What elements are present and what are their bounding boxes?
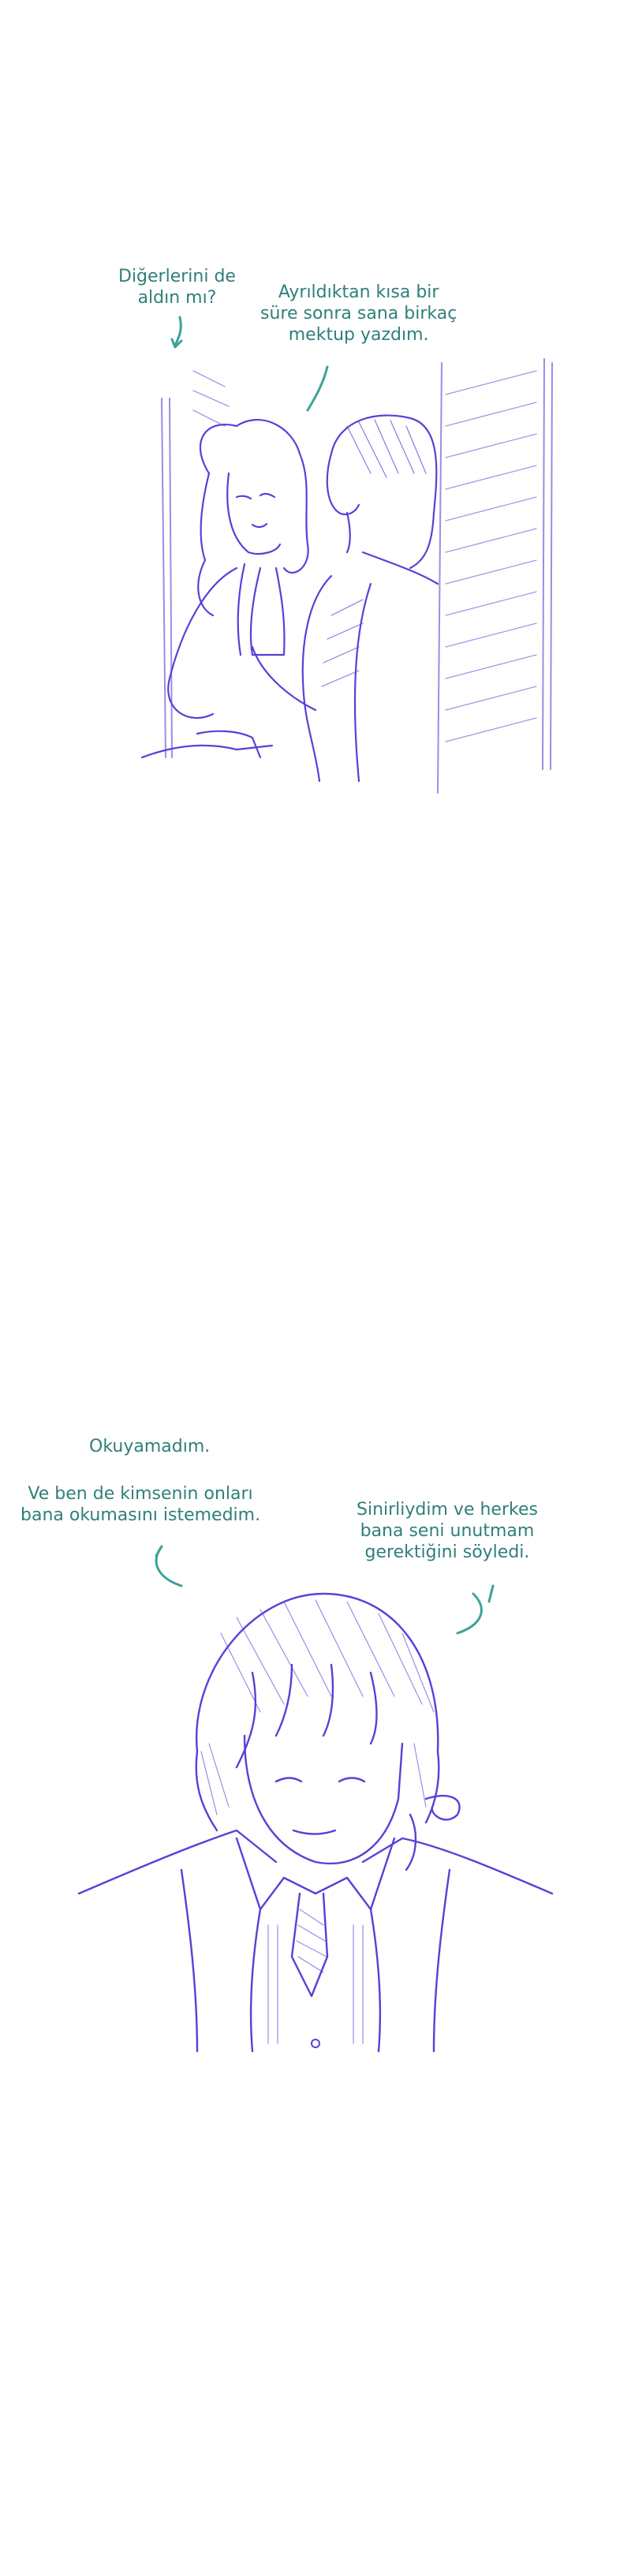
speech-bubble-left-1: Diğerlerini de aldın mı?	[118, 267, 236, 308]
speech-bubble-right-2: Sinirliydim ve herkes bana seni unutmam gerektiğini söyledi.	[357, 1500, 538, 1562]
speech-bubble-left-2a: Okuyamadım.	[89, 1437, 211, 1456]
speech-bubble-right-1: Ayrıldıktan kısa bir süre sonra sana birkaç mektup yazdım.	[260, 282, 457, 345]
speech-bubble-left-2b: Ve ben de kimsenin onları bana okumasını istemedim.	[21, 1484, 261, 1525]
